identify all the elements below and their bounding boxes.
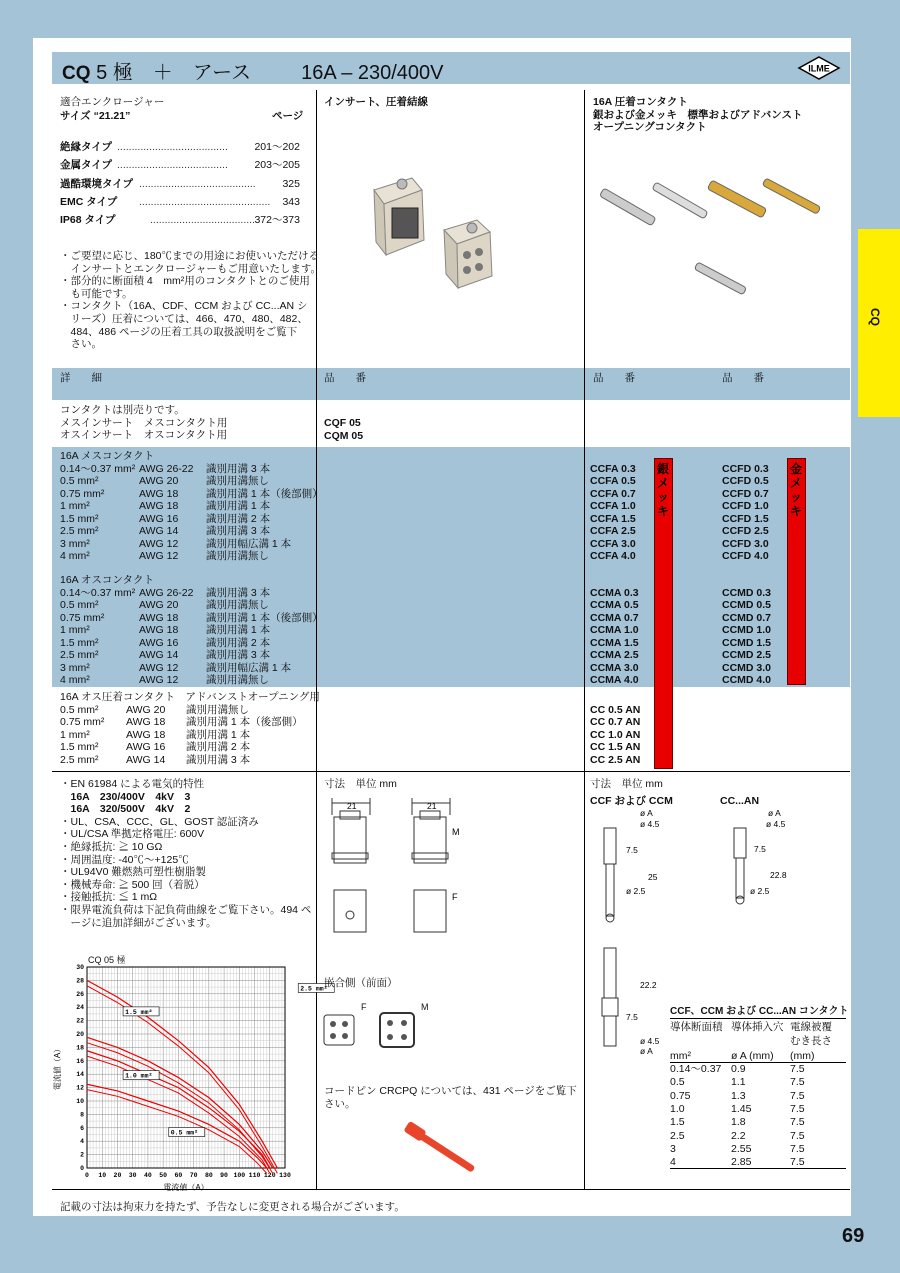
coding-line: さい。	[324, 1097, 356, 1110]
awg: AWG 12	[139, 674, 179, 686]
y-tick-label: 4	[80, 1138, 84, 1146]
wire-size: 0.5 mm²	[60, 599, 99, 611]
part-number: CC 0.7 AN	[590, 716, 641, 728]
awg: AWG 12	[139, 537, 179, 550]
awg: AWG 18	[126, 728, 166, 741]
part-number: CCFA 0.7	[590, 487, 636, 500]
insert-code: CQF 05	[324, 417, 361, 429]
marking: 識別用溝 3 本	[206, 586, 271, 599]
enclosure-name: IP68 タイプ	[60, 214, 116, 227]
marking: 識別用幅広溝 1 本	[206, 661, 292, 674]
wire-table-title: CCF、CCM および CC...AN コンタクト	[670, 1006, 849, 1017]
part-number: CCMA 1.0	[590, 624, 639, 636]
part-number: CCFA 0.5	[590, 475, 636, 487]
awg: AWG 26-22	[139, 462, 194, 475]
x-axis-label: 電流値（A）	[163, 1183, 209, 1192]
svg-text:ø 2.5: ø 2.5	[626, 886, 646, 896]
contacts-photo	[600, 170, 835, 305]
enclosure-dots: ......................................	[117, 159, 228, 172]
part-number: CCFD 0.5	[722, 475, 769, 487]
note-line: ・コンタクト（16A、CDF、CCM および CC...AN シ	[60, 300, 308, 313]
svg-text:7.5: 7.5	[626, 845, 638, 855]
ccan-label: CC...AN	[720, 795, 760, 807]
insert-line: メスインサート メスコンタクト用	[60, 416, 228, 429]
wire-header: 導体挿入穴	[731, 1021, 784, 1033]
series-label: 1.5 mm²	[125, 1008, 153, 1016]
contact-heading-line: 銀および金メッキ 標準およびアドバンスト	[593, 108, 803, 121]
marking: 識別用溝 2 本	[206, 512, 271, 525]
wire-size: 0.75 mm²	[60, 487, 105, 500]
enclosure-pages: 372～373	[254, 214, 300, 227]
y-tick-label: 2	[80, 1151, 84, 1159]
marking: 識別用溝 3 本	[206, 649, 271, 661]
wire-size: 3 mm²	[60, 537, 90, 550]
note-line: ・ご要望に応じ、180℃までの用途にお使いいただける	[60, 250, 320, 262]
contact-heading	[593, 96, 802, 134]
x-tick-label: 130	[279, 1172, 291, 1179]
part-number: CCFD 1.5	[722, 512, 769, 525]
contact-dims-label: 寸法 単位 mm	[590, 778, 663, 790]
y-tick-label: 28	[76, 977, 84, 985]
awg: AWG 16	[139, 512, 179, 525]
wire-cell: 0.14～0.37	[670, 1063, 722, 1075]
wire-size: 0.75 mm²	[60, 716, 105, 728]
note-line: も可能です。	[60, 287, 133, 300]
wire-cell: 0.9	[731, 1063, 746, 1075]
svg-text:ø 4.5: ø 4.5	[640, 819, 660, 829]
enclosure-name: 過酷環境タイプ	[60, 177, 133, 190]
spec-line: ・限界電流負荷は下記負荷曲線をご覧下さい。494 ペ	[60, 903, 312, 916]
marking: 識別用溝無し	[206, 475, 269, 487]
note-line: ・部分的に断面積 4 mm²用のコンタクトとのご使用	[60, 275, 310, 288]
marking: 識別用幅広溝 1 本	[206, 537, 292, 550]
awg: AWG 18	[139, 487, 179, 500]
spec-line: ージに追加詳細がございます。	[60, 916, 217, 929]
section-title: 16A オス圧着コンタクト アドバンストオープニング用	[60, 691, 320, 703]
part-number: CCFA 2.5	[590, 525, 636, 537]
series-line-inner	[87, 1043, 273, 1174]
notes	[60, 250, 321, 351]
wire-cell: 4	[670, 1156, 676, 1169]
mating-face-drawing	[322, 1012, 442, 1052]
svg-text:ø A: ø A	[768, 808, 781, 818]
part-number: CCMD 0.3	[722, 586, 772, 599]
wire-cell: 1.45	[731, 1102, 752, 1115]
awg: AWG 12	[139, 550, 179, 562]
size-label: サイズ “21.21”	[60, 110, 131, 122]
part-number: CCFA 1.5	[590, 512, 636, 525]
awg: AWG 20	[139, 599, 179, 611]
wire-cell: 1.0	[670, 1102, 685, 1115]
y-tick-label: 14	[76, 1071, 84, 1079]
spec-line: ・UL94V0 難燃熱可塑性樹脂製	[60, 866, 206, 879]
svg-text:ø 2.5: ø 2.5	[750, 886, 770, 896]
marking: 識別用溝 1 本（後部側）	[206, 611, 323, 624]
part-number: CCMA 4.0	[590, 674, 639, 686]
x-tick-label: 30	[128, 1172, 137, 1179]
y-tick-label: 16	[76, 1057, 84, 1065]
y-tick-label: 10	[76, 1098, 84, 1105]
awg: AWG 16	[139, 636, 179, 649]
wire-cell: 7.5	[790, 1129, 805, 1142]
part-number: CC 1.5 AN	[590, 741, 641, 753]
wire-size: 4 mm²	[60, 550, 90, 562]
part-number: CCMD 1.0	[722, 624, 772, 636]
wire-size: 2.5 mm²	[60, 525, 99, 537]
x-tick-label: 110	[248, 1172, 261, 1179]
svg-text:ø 4.5: ø 4.5	[766, 819, 786, 829]
insert-photo	[362, 170, 502, 295]
coding-text	[324, 1085, 577, 1110]
part-header-3: 品 番	[722, 372, 764, 384]
part-number: CCFD 0.7	[722, 487, 769, 500]
awg: AWG 16	[126, 741, 166, 753]
y-tick-label: 12	[76, 1084, 84, 1092]
awg: AWG 18	[126, 716, 166, 728]
part-number: CC 2.5 AN	[590, 753, 641, 766]
enclosure-dots: ........................................	[139, 177, 256, 190]
dims-label: 寸法 単位 mm	[324, 778, 397, 790]
part-number: CCMA 0.5	[590, 599, 639, 611]
enclosure-dots: ....................................	[150, 214, 256, 227]
page-title: CQ 5 極 ＋ アース 16A – 230/400V	[62, 62, 444, 84]
series-line	[87, 1037, 273, 1168]
wire-cell: 2.85	[731, 1156, 752, 1169]
wire-cell: 0.5	[670, 1076, 685, 1089]
wire-cell: 1.5	[670, 1116, 685, 1129]
section-title: 16A オスコンタクト	[60, 574, 154, 586]
part-number: CCFD 2.5	[722, 525, 769, 537]
wire-cell: 2.5	[670, 1129, 685, 1142]
wire-cell: 1.3	[731, 1089, 746, 1102]
footnote: 記載の寸法は拘束力を持たず、予告なしに変更される場合がございます。	[60, 1201, 405, 1213]
marking: 識別用溝 1 本	[186, 728, 251, 741]
awg: AWG 20	[126, 703, 166, 716]
contact-heading-line: 16A 圧着コンタクト	[593, 96, 688, 108]
svg-text:22.2: 22.2	[640, 980, 657, 990]
x-tick-label: 120	[263, 1172, 276, 1179]
insert-heading: インサート、圧着結線	[324, 96, 429, 108]
part-number: CCFA 3.0	[590, 537, 636, 550]
awg: AWG 26-22	[139, 586, 194, 599]
wire-cell: 7.5	[790, 1142, 805, 1155]
note-line: 484、486 ページの圧着工具の取扱説明をご覧下	[60, 325, 298, 338]
chart-title: CQ 05 極	[88, 955, 126, 965]
marking: 識別用溝 1 本（後部側）	[206, 487, 323, 500]
wire-cell: 3	[670, 1142, 676, 1155]
enclosure-name: EMC タイプ	[60, 195, 118, 208]
svg-text:21: 21	[347, 801, 357, 811]
page-number: 69	[842, 1225, 865, 1247]
gold-label: 金 メ ッ キ	[789, 462, 802, 518]
contact-heading-line: オープニングコンタクト	[593, 121, 707, 134]
svg-text:7.5: 7.5	[754, 844, 766, 854]
x-tick-label: 40	[144, 1172, 152, 1179]
wire-cell: 7.5	[790, 1156, 805, 1169]
svg-text:ILME: ILME	[808, 63, 830, 74]
svg-text:25: 25	[648, 872, 658, 882]
wire-cell: 7.5	[790, 1089, 805, 1102]
insert-notes	[60, 404, 227, 442]
note-line: インサートとエンクロージャーもご用意いたします。	[60, 262, 322, 275]
mating-m: M	[421, 1002, 429, 1012]
part-number: CCMA 0.7	[590, 611, 639, 624]
insert-code: CQM 05	[324, 429, 364, 442]
awg: AWG 14	[139, 649, 179, 661]
part-number: CCFD 3.0	[722, 537, 769, 550]
x-tick-label: 10	[98, 1172, 107, 1179]
wire-size: 3 mm²	[60, 661, 90, 674]
wire-size: 0.14～0.37 mm²	[60, 462, 136, 475]
wire-size: 0.75 mm²	[60, 611, 105, 624]
wire-cell: 7.5	[790, 1063, 805, 1075]
spec-line: ・UL/CSA 準拠定格電圧: 600V	[60, 828, 205, 841]
marking: 識別用溝無し	[206, 674, 269, 686]
spec-line: ・EN 61984 による電気的特性	[60, 778, 205, 790]
awg: AWG 14	[126, 753, 166, 766]
part-number: CCMD 3.0	[722, 661, 772, 674]
svg-text:21: 21	[427, 801, 437, 811]
spec-line: ・周囲温度: -40℃～+125℃	[60, 853, 189, 866]
part-number: CCFA 4.0	[590, 550, 636, 562]
marking: 識別用溝無し	[186, 703, 249, 716]
x-tick-label: 50	[159, 1172, 168, 1179]
wire-header: むき長さ	[790, 1035, 832, 1047]
marking: 識別用溝無し	[206, 599, 269, 611]
wire-cell: 2.55	[731, 1142, 752, 1155]
mating-label: 嵌合側（前面）	[324, 977, 398, 989]
series-label: 1.0 mm²	[125, 1072, 153, 1080]
part-number: CCMD 2.5	[722, 649, 772, 661]
part-number: CCMD 0.7	[722, 611, 772, 624]
insert-line: オスインサート オスコンタクト用	[60, 429, 228, 442]
part-number: CC 0.5 AN	[590, 703, 641, 716]
enclosure-pages: 201～202	[254, 141, 300, 153]
wire-unit: (mm)	[790, 1050, 815, 1062]
enclosure-heading: 適合エンクロージャー	[60, 96, 165, 108]
series-line	[87, 1084, 267, 1168]
wire-size: 0.5 mm²	[60, 475, 99, 487]
y-tick-label: 0	[80, 1165, 84, 1172]
wire-size: 4 mm²	[60, 674, 90, 686]
part-number: CCMA 3.0	[590, 661, 639, 674]
wire-cell: 2.2	[731, 1129, 746, 1142]
wire-cell: 1.8	[731, 1116, 746, 1129]
y-tick-label: 24	[76, 1004, 84, 1012]
svg-text:ø A: ø A	[640, 1046, 653, 1056]
wire-header: 電線被覆	[790, 1021, 832, 1033]
awg: AWG 18	[139, 611, 179, 624]
series-label: 2.5 mm²	[300, 985, 328, 993]
svg-text:F: F	[452, 892, 458, 902]
part-number: CCMA 0.3	[590, 586, 639, 599]
svg-text:22.8: 22.8	[770, 870, 787, 880]
part-number: CCMA 1.5	[590, 636, 639, 649]
marking: 識別用溝 3 本	[186, 753, 251, 766]
part-number: CCMD 0.5	[722, 599, 772, 611]
y-tick-label: 18	[76, 1044, 84, 1052]
enclosure-pages: 203～205	[254, 159, 300, 172]
section-title: 16A メスコンタクト	[60, 450, 155, 462]
wire-cell: 0.75	[670, 1089, 691, 1102]
y-tick-label: 8	[80, 1111, 84, 1119]
x-tick-label: 0	[85, 1172, 89, 1179]
series-label: 0.5 mm²	[170, 1129, 199, 1137]
spec-line: ・絶縁抵抗: ≧ 10 GΩ	[60, 840, 163, 853]
wire-cell: 7.5	[790, 1102, 805, 1115]
coding-line: コードピン CRCPQ については、431 ページをご覧下	[324, 1085, 577, 1097]
part-number: CCMD 1.5	[722, 636, 772, 649]
details-header: 詳 細	[60, 372, 102, 384]
y-tick-label: 30	[76, 964, 84, 971]
marking: 識別用溝 2 本	[186, 741, 251, 753]
x-tick-label: 70	[189, 1172, 198, 1179]
enclosure-name: 金属タイプ	[60, 159, 112, 172]
wire-size: 1 mm²	[60, 624, 90, 636]
wire-header: 導体断面積	[670, 1021, 723, 1033]
insert-codes	[324, 417, 363, 442]
part-number: CCFA 1.0	[590, 500, 636, 512]
part-number: CCMA 2.5	[590, 649, 639, 661]
marking: 識別用溝 3 本	[206, 462, 271, 475]
wire-cell: 7.5	[790, 1116, 805, 1129]
wire-size: 0.14～0.37 mm²	[60, 586, 136, 599]
load-curve-chart	[52, 962, 328, 1197]
x-tick-label: 80	[204, 1172, 213, 1179]
insert-dims-drawing	[320, 795, 480, 945]
page-label: ページ	[272, 110, 304, 122]
svg-text:ø 4.5: ø 4.5	[640, 1036, 660, 1046]
wire-size: 1 mm²	[60, 728, 90, 741]
marking: 識別用溝無し	[206, 550, 269, 562]
enclosure-name: 絶縁タイプ	[60, 141, 112, 153]
marking: 識別用溝 1 本	[206, 500, 271, 512]
spec-line: ・接触抵抗: ≦ 1 mΩ	[60, 891, 158, 904]
ccan-dims-drawing	[720, 808, 820, 918]
y-tick-label: 6	[80, 1124, 84, 1132]
wire-unit: mm²	[670, 1050, 691, 1062]
wire-size: 2.5 mm²	[60, 753, 99, 766]
wire-size: 1.5 mm²	[60, 512, 99, 525]
part-number: CCFA 0.3	[590, 462, 636, 475]
mating-f: F	[361, 1002, 367, 1012]
wire-size: 1.5 mm²	[60, 636, 99, 649]
enclosure-dots: ......................................	[117, 141, 228, 153]
part-header-2: 品 番	[593, 372, 635, 384]
wire-size: 0.5 mm²	[60, 703, 99, 716]
note-line: リーズ）圧着については、466、470、480、482、	[60, 312, 308, 325]
part-number: CCFD 4.0	[722, 550, 769, 562]
spec-line: ・機械寿命: ≧ 500 回（着脱）	[60, 878, 205, 891]
svg-text:M: M	[452, 827, 460, 837]
part-number: CCFD 1.0	[722, 500, 769, 512]
note-line: さい。	[60, 338, 102, 351]
awg: AWG 18	[139, 624, 179, 636]
y-tick-label: 22	[76, 1017, 84, 1025]
part-number: CC 1.0 AN	[590, 728, 641, 741]
awg: AWG 14	[139, 525, 179, 537]
awg: AWG 20	[139, 475, 179, 487]
awg: AWG 18	[139, 500, 179, 512]
part-number: CCMD 4.0	[722, 674, 772, 686]
enclosure-dots: .............................................	[139, 195, 271, 208]
marking: 識別用溝 1 本（後部側）	[186, 716, 303, 728]
spec-line: 16A 320/500V 4kV 2	[60, 803, 191, 816]
x-tick-label: 90	[220, 1172, 228, 1179]
svg-text:ø A: ø A	[640, 808, 653, 818]
wire-size: 2.5 mm²	[60, 649, 99, 661]
awg: AWG 12	[139, 661, 179, 674]
enclosure-pages: 343	[282, 195, 300, 208]
part-header-1: 品 番	[324, 372, 366, 384]
marking: 識別用溝 3 本	[206, 525, 271, 537]
silver-label: 銀 メ ッ キ	[656, 462, 669, 518]
marking: 識別用溝 1 本	[206, 624, 271, 636]
marking: 識別用溝 2 本	[206, 636, 271, 649]
side-tab-label: CQ	[868, 308, 882, 326]
wire-unit: ø A (mm)	[731, 1050, 774, 1062]
x-tick-label: 100	[233, 1172, 246, 1179]
ilme-logo	[798, 56, 840, 80]
spec-line: ・UL、CSA、CCC、GL、GOST 認証済み	[60, 815, 259, 828]
y-tick-label: 20	[76, 1031, 84, 1038]
coding-pin-photo	[400, 1118, 495, 1183]
specs	[60, 778, 311, 929]
wire-cell: 7.5	[790, 1076, 805, 1089]
insert-line: コンタクトは別売りです。	[60, 404, 185, 416]
ccf-ccm-label: CCF および CCM	[590, 795, 673, 807]
y-tick-label: 26	[76, 990, 84, 998]
svg-text:7.5: 7.5	[626, 1012, 638, 1022]
part-number: CCFD 0.3	[722, 462, 769, 475]
x-tick-label: 60	[174, 1172, 183, 1179]
spec-line: 16A 230/400V 4kV 3	[60, 790, 191, 803]
wire-size: 1.5 mm²	[60, 741, 99, 753]
wire-cell: 1.1	[731, 1076, 746, 1089]
y-axis-label: 電流値（A）	[53, 1044, 62, 1091]
x-tick-label: 20	[113, 1172, 122, 1179]
enclosure-pages: 325	[282, 177, 300, 190]
wire-size: 1 mm²	[60, 500, 90, 512]
